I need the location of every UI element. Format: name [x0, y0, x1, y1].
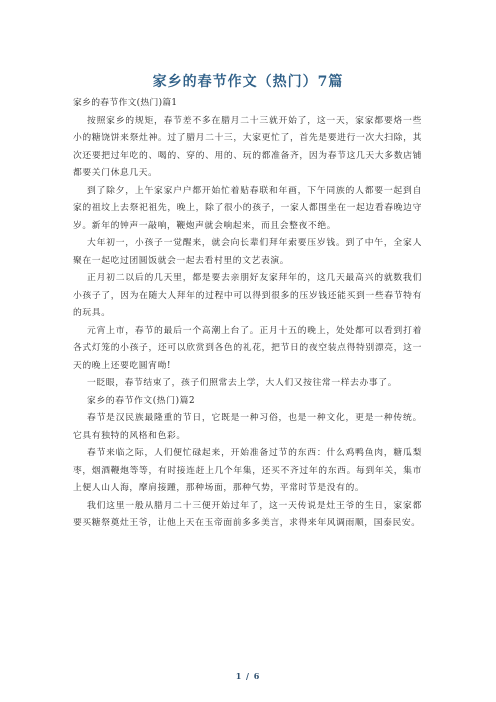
- document-title: 家乡的春节作文（热门）7篇: [152, 74, 344, 90]
- paragraph: 一眨眼，春节结束了，孩子们照常去上学，大人们又按往常一样去办事了。: [87, 378, 398, 388]
- paragraph: 正月初二以后的几天里，都是要去亲朋好友家拜年的，这几天最高兴的就数我们小孩子了，因为在随大人拜年的过程中可以得到很多的压岁钱还能买到一些春节特有的玩具。: [73, 273, 422, 318]
- paragraph: 春节来临之际，人们便忙碌起来，开始准备过节的东西：什么鸡鸭鱼肉，糖瓜梨枣，烟酒鞭炮等等，有时接连赶上几个年集，还买不齐过年的东西。每到年关，集市上便人山人海，摩肩接踵，那种场面，那种气势，平常时节是没有的。: [73, 448, 422, 493]
- document-body: [73, 95, 422, 533]
- paragraph: 元宵上市，春节的最后一个高潮上台了。正月十五的晚上，处处都可以看到打着各式灯笼的小孩子，还可以欣赏到各色的礼花，把节日的夜空装点得特别漂亮，这一天的晚上还要吃圆宵呦!: [73, 325, 422, 371]
- section-heading: 家乡的春节作文(热门)篇1: [73, 98, 178, 108]
- paragraph: 按照家乡的规矩，春节差不多在腊月二十三就开始了，这一天，家家都要烙一些小的糖饶饼来祭灶神。过了腊月二十三，大家更忙了，首先是要进行一次大扫除，其次还要把过年吃的、喝的、穿的、用的、玩的都准备齐，因为春节这几天大多数店铺都要关门休息几天。: [73, 115, 422, 178]
- paragraph: 我们这里一般从腊月二十三便开始过年了，这一天传说是灶王爷的生日，家家都要买糖祭奠灶王爷，让他上天在玉帝面前多多美言，求得来年风调雨顺，国泰民安。: [73, 500, 422, 528]
- section-heading: 家乡的春节作文(热门)篇2: [87, 395, 196, 406]
- paragraph: 到了除夕，上午家家户户都开始忙着贴春联和年画，下午同族的人都要一起到自家的祖坟上去祭祀祖先，晚上，除了很小的孩子，一家人都围坐在一起边看春晚边守岁。新年的钟声一敲响，鞭炮声就会响起来，而且会整夜不绝。: [73, 185, 422, 231]
- page-number: 1 / 6: [235, 671, 261, 681]
- paragraph: 大年初一，小孩子一觉醒来，就会向长辈们拜年索要压岁钱。到了中午，全家人聚在一起吃过团圆饭就会一起去看村里的文艺表演。: [73, 238, 422, 266]
- paragraph: 春节是汉民族最隆重的节日，它既是一种习俗，也是一种文化，更是一种传统。它具有独特的风格和色彩。: [73, 413, 422, 441]
